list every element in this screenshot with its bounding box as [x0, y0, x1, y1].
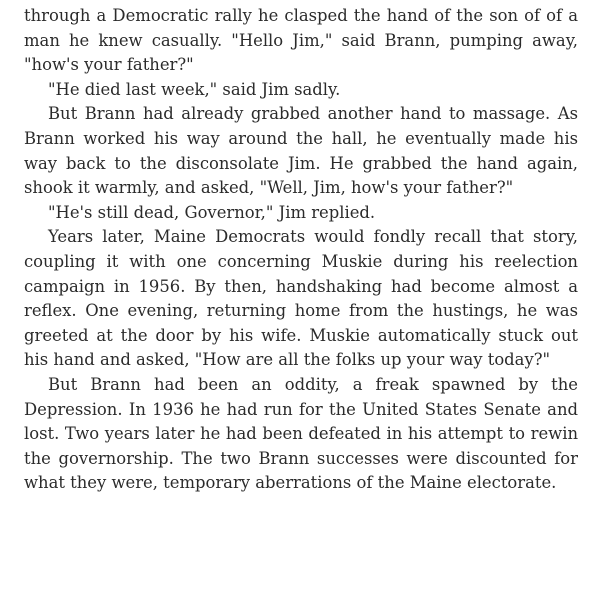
paragraph-jim-reply-still-dead: "He's still dead, Governor," Jim replied. — [48, 202, 376, 222]
paragraph-brann-returns: But Brann had already grabbed another hand to massage. As Brann worked his way around the hall, he eventually made his way back to the disconsolate Jim. He grabbed the hand again, shook it warmly, and asked, "Well, Jim, how's your father?" — [24, 104, 578, 198]
paragraph-muskie-story: Years later, Maine Democrats would fondly recall that story, coupling it with one concerning Muskie during his reelection campaign in 1956. By then, handshaking had become almost a reflex. One evening, returning home from the hustings, he was greeted at the door by his wife. Muskie automatically stuck out his hand and asked, "How are all the folks up your way today?" — [24, 227, 578, 370]
paragraph-jim-reply-died: "He died last week," said Jim sadly. — [48, 79, 341, 99]
paragraph-brann-oddity: But Brann had been an oddity, a freak spawned by the Depression. In 1936 he had run for the United States Senate and lost. Two years later he had been defeated in his attempt to rewin the governorship. The two Brann successes were discounted for what they were, temporary aberrations of the Maine electorate. — [24, 374, 578, 493]
paragraph-continued-rally: through a Democratic rally he clasped the hand of the son of of a man he knew casually. "Hello Jim," said Brann, pumping away, "how's your father?" — [24, 6, 578, 75]
